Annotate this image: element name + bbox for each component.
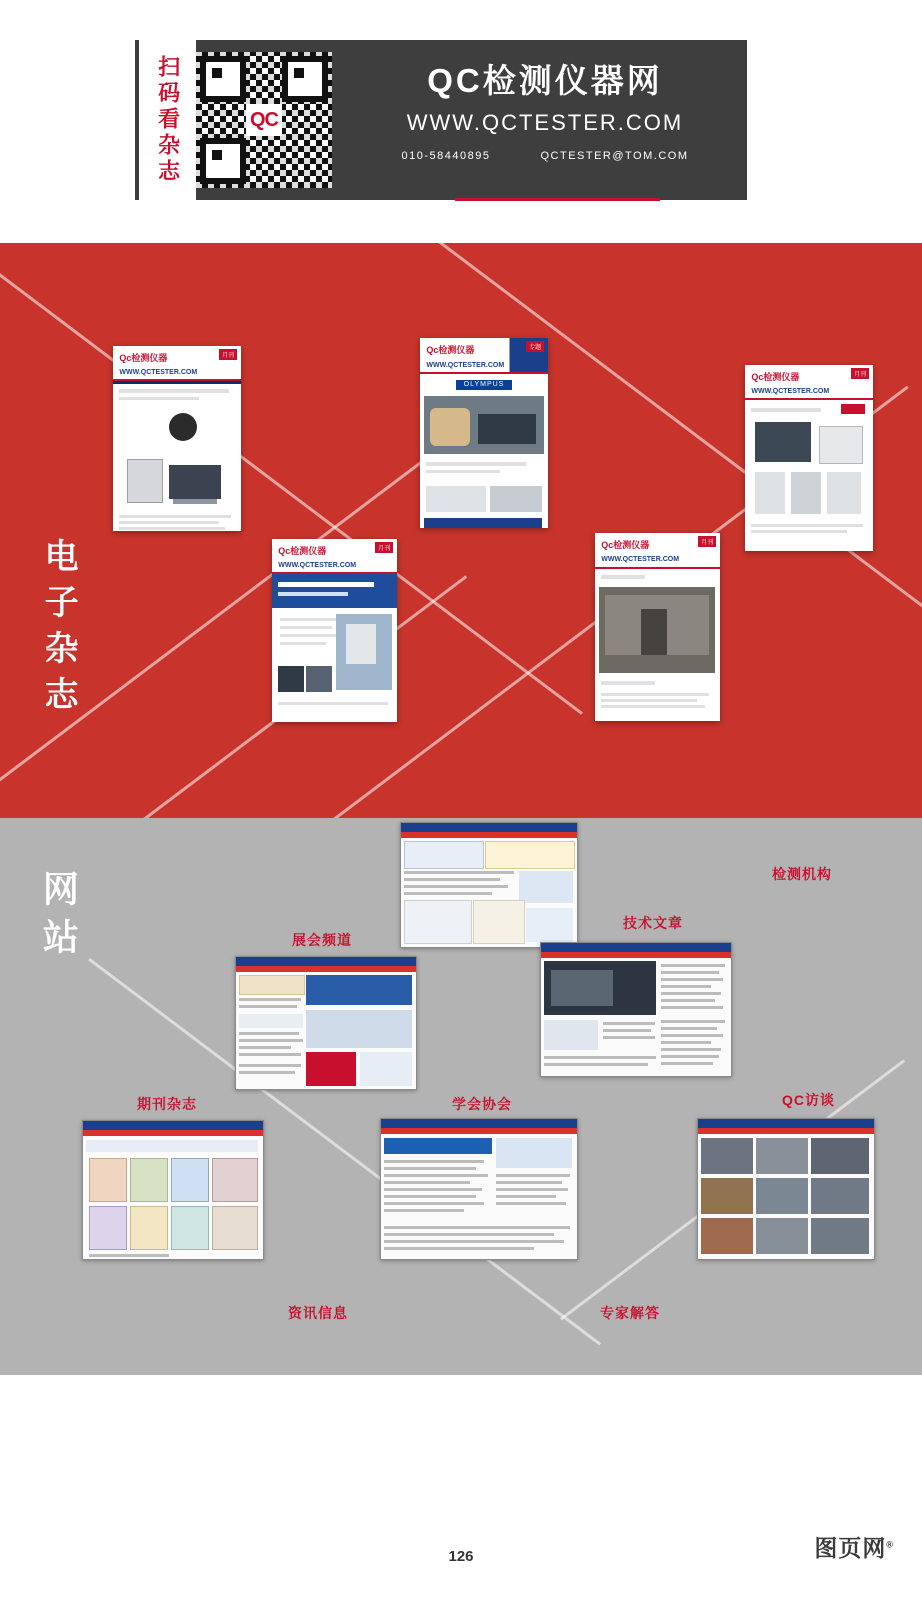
watermark-logo xyxy=(814,1530,894,1563)
screenshot-articles[interactable] xyxy=(540,942,732,1077)
site-label-expo: 展会频道 xyxy=(292,932,352,948)
magazine-logo: Qc检测仪器 xyxy=(278,545,327,556)
magazine-header xyxy=(595,533,720,569)
scan-magazine-label: 扫码看杂志 xyxy=(155,55,181,185)
site-label-assoc: 学会协会 xyxy=(452,1096,512,1112)
site-label-journals: 期刊杂志 xyxy=(137,1096,197,1112)
banner-underline xyxy=(455,198,660,201)
page-number: 126 xyxy=(448,1548,474,1565)
emagazine-section xyxy=(0,243,922,818)
magazine-header xyxy=(113,346,241,381)
contact-row xyxy=(355,150,735,162)
magazine-header xyxy=(745,365,873,400)
magazine-url: WWW.QCTESTER.COM xyxy=(601,556,680,564)
shot-content xyxy=(401,838,577,947)
emagazine-label: 电子杂志 xyxy=(39,538,78,722)
site-url[interactable]: WWW.QCTESTER.COM xyxy=(406,110,684,135)
magazine-logo: Qc检测仪器 xyxy=(426,344,475,355)
screenshot-interview[interactable] xyxy=(697,1118,875,1260)
magazine-body xyxy=(595,569,720,721)
magazine-tag: 月刊 xyxy=(851,368,869,379)
banner-text-block xyxy=(355,55,735,162)
magazine-body xyxy=(745,400,873,551)
shot-titlebar xyxy=(541,943,731,952)
shot-content xyxy=(698,1134,874,1259)
magazine-url: WWW.QCTESTER.COM xyxy=(278,561,357,569)
magazine-url: WWW.QCTESTER.COM xyxy=(426,361,505,369)
shot-content xyxy=(541,958,731,1076)
shot-titlebar xyxy=(698,1119,874,1128)
contact-phone: 010-58440895 xyxy=(401,150,491,162)
watermark-text: 图页网 xyxy=(814,1535,887,1561)
watermark-mark: ® xyxy=(886,1539,894,1550)
screenshot-association[interactable] xyxy=(380,1118,578,1260)
magazine-cover-leica[interactable] xyxy=(745,365,873,551)
magazine-tag: 月刊 xyxy=(375,542,393,553)
magazine-brand: OLYMPUS xyxy=(456,380,512,390)
magazine-url: WWW.QCTESTER.COM xyxy=(119,368,198,376)
magazine-tag: 专题 xyxy=(526,341,544,352)
qr-center-logo: QC xyxy=(246,104,282,136)
magazine-cover-pmi[interactable] xyxy=(272,539,397,722)
magazine-cover-yxlon[interactable] xyxy=(595,533,720,721)
magazine-cover-olympus[interactable] xyxy=(420,338,548,528)
page-header xyxy=(0,0,922,240)
magazine-body xyxy=(420,374,548,528)
site-label-org: 检测机构 xyxy=(772,866,832,882)
magazine-header xyxy=(272,539,397,574)
shot-titlebar xyxy=(236,957,416,966)
shot-content xyxy=(381,1134,577,1259)
shot-content xyxy=(236,972,416,1089)
magazine-logo: Qc检测仪器 xyxy=(601,539,650,550)
site-label-news: 资讯信息 xyxy=(288,1305,348,1321)
magazine-body xyxy=(272,574,397,722)
contact-email[interactable]: QCTESTER@TOM.COM xyxy=(540,150,689,162)
magazine-body xyxy=(113,381,241,531)
screenshot-home[interactable] xyxy=(400,822,578,948)
shot-titlebar xyxy=(83,1121,263,1130)
magazine-logo: Qc检测仪器 xyxy=(751,371,800,382)
magazine-tag: 月刊 xyxy=(219,349,237,360)
shot-titlebar xyxy=(401,823,577,832)
shot-titlebar xyxy=(381,1119,577,1128)
site-label-experts: 专家解答 xyxy=(600,1305,660,1321)
magazine-header xyxy=(420,338,548,374)
screenshot-journals[interactable] xyxy=(82,1120,264,1260)
magazine-url: WWW.QCTESTER.COM xyxy=(751,388,830,396)
magazine-logo: Qc检测仪器 xyxy=(119,352,168,363)
website-section xyxy=(0,818,922,1375)
magazine-tag: 月刊 xyxy=(698,536,716,547)
scan-magazine-badge xyxy=(135,40,196,200)
screenshot-expo[interactable] xyxy=(235,956,417,1090)
site-label-interview: QC访谈 xyxy=(782,1092,835,1108)
magazine-cover-zeiss[interactable] xyxy=(113,346,241,531)
website-label: 网站 xyxy=(38,870,80,966)
site-title: QC检测仪器网 xyxy=(427,62,663,99)
shot-content xyxy=(83,1136,263,1259)
site-label-articles: 技术文章 xyxy=(623,915,683,931)
